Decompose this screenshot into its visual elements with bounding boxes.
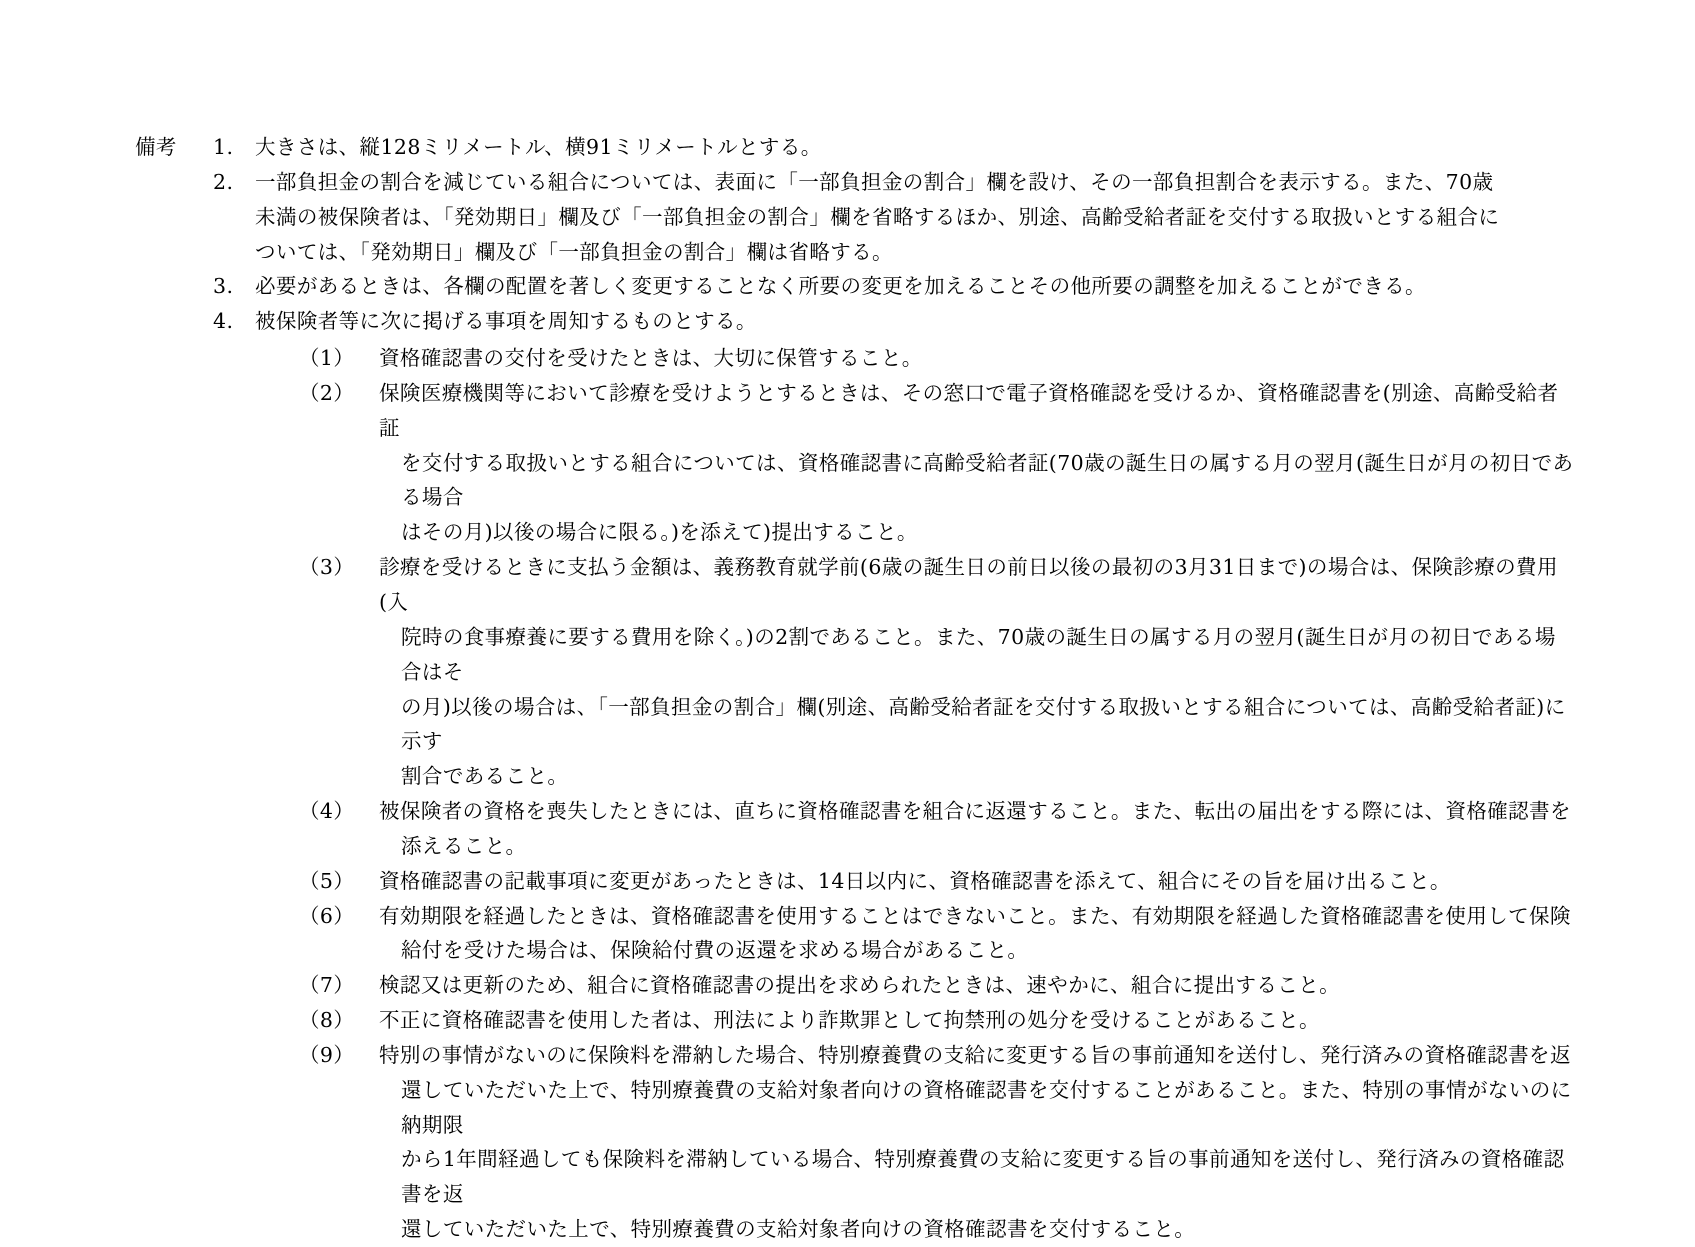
sub-item-line: の月)以後の場合は、「一部負担金の割合」欄(別途、高齢受給者証を交付する取扱いとする組合については、高齢受給者証)に示す [401, 694, 1566, 754]
sub-list-item [299, 899, 1575, 969]
sub-list-item [299, 968, 1575, 1003]
sub-item-number: （1） [299, 346, 355, 371]
sub-list-item [299, 341, 1575, 376]
sub-item-text [379, 1003, 1575, 1038]
sub-item-number: （2） [299, 380, 355, 405]
sub-item-number: （4） [299, 799, 355, 824]
sub-item-line: から1年間経過しても保険料を滞納している場合、特別療養費の支給に変更する旨の事前通知を送付し、発行済みの資格確認書を返 [401, 1147, 1565, 1207]
sub-item-line: 給付を受けた場合は、保険給付費の返還を求める場合があること。 [401, 938, 1029, 963]
sub-list-item [299, 794, 1575, 864]
sub-list-item [299, 864, 1575, 899]
sub-item-line: 特別の事情がないのに保険料を滞納した場合、特別療養費の支給に変更する旨の事前通知を送付し、発行済みの資格確認書を返 [379, 1042, 1571, 1067]
sub-item-line: 検認又は更新のため、組合に資格確認書の提出を求められたときは、速やかに、組合に提出すること。 [379, 973, 1341, 998]
sub-item-number: （7） [299, 973, 355, 998]
sub-item-text [379, 794, 1575, 864]
list-item [213, 269, 1575, 304]
list-item [213, 165, 1575, 270]
sub-item-text [379, 1038, 1575, 1247]
item-line: 必要があるときは、各欄の配置を著しく変更することなく所要の変更を加えることその他所要の調整を加えることができる。 [255, 274, 1426, 299]
sub-item-line: 有効期限を経過したときは、資格確認書を使用することはできないこと。また、有効期限を経過した資格確認書を使用して保険 [379, 903, 1571, 928]
item-number: 2. [213, 169, 234, 194]
sub-item-line: はその月)以後の場合に限る。)を添えて)提出すること。 [401, 520, 918, 545]
sub-item-line: 資格確認書の交付を受けたときは、大切に保管すること。 [379, 346, 923, 371]
sub-item-line: 添えること。 [401, 833, 527, 858]
sub-list-item [299, 1038, 1575, 1247]
sub-item-line: 還していただいた上で、特別療養費の支給対象者向けの資格確認書を交付することがあること。また、特別の事情がないのに納期限 [401, 1077, 1572, 1137]
item-number: 3. [213, 274, 234, 299]
sub-item-text [379, 550, 1575, 794]
item-line: ついては、「発効期日」欄及び「一部負担金の割合」欄は省略する。 [255, 239, 893, 264]
sub-item-line: 還していただいた上で、特別療養費の支給対象者向けの資格確認書を交付すること。 [401, 1217, 1196, 1242]
sub-item-line: 診療を受けるときに支払う金額は、義務教育就学前(6歳の誕生日の前日以後の最初の3月31日まで)の場合は、保険診療の費用(入 [379, 555, 1558, 614]
sub-item-number: （6） [299, 903, 355, 928]
item-text [255, 165, 1575, 270]
item-text [255, 269, 1575, 304]
sub-list-item [299, 1003, 1575, 1038]
sub-list-item [299, 376, 1575, 550]
sub-item-line: を交付する取扱いとする組合については、資格確認書に高齢受給者証(70歳の誕生日の属する月の翌月(誕生日が月の初日である場合 [401, 450, 1574, 510]
sub-item-line: 資格確認書の記載事項に変更があったときは、14日以内に、資格確認書を添えて、組合にその旨を届け出ること。 [379, 868, 1451, 893]
remarks-body [213, 130, 1575, 1247]
sub-item-text [379, 376, 1575, 550]
sub-item-text [379, 864, 1575, 899]
sub-item-line: 割合であること。 [401, 764, 569, 789]
item-line: 一部負担金の割合を減じている組合については、表面に「一部負担金の割合」欄を設け、その一部負担割合を表示する。また、70歳 [255, 169, 1494, 194]
item-number: 1. [213, 135, 234, 159]
item-line: 未満の被保険者は、「発効期日」欄及び「一部負担金の割合」欄を省略するほか、別途、高齢受給者証を交付する取扱いとする組合に [255, 204, 1500, 229]
item-number: 4. [213, 309, 234, 334]
list-item [213, 304, 1575, 1247]
sub-item-line: 不正に資格確認書を使用した者は、刑法により詐欺罪として拘禁刑の処分を受けることがあること。 [379, 1008, 1320, 1033]
sub-item-line: 院時の食事療養に要する費用を除く。)の2割であること。また、70歳の誕生日の属する月の翌月(誕生日が月の初日である場合はそ [401, 624, 1556, 684]
sub-item-text [379, 968, 1575, 1003]
sub-item-text [379, 899, 1575, 969]
sub-item-number: （5） [299, 868, 355, 893]
sub-list-item [299, 550, 1575, 794]
remarks-row [135, 130, 1575, 1247]
sub-item-line: 被保険者の資格を喪失したときには、直ちに資格確認書を組合に返還すること。また、転出の届出をする際には、資格確認書を [379, 799, 1571, 824]
sub-item-list [299, 341, 1575, 1247]
sub-item-number: （9） [299, 1042, 355, 1067]
item-text [255, 130, 1575, 165]
sub-item-text [379, 341, 1575, 376]
sub-item-line: 保険医療機関等において診療を受けようとするときは、その窓口で電子資格確認を受けるか、資格確認書を(別途、高齢受給者証 [379, 380, 1559, 440]
item-line: 被保険者等に次に掲げる事項を周知するものとする。 [255, 309, 757, 334]
sub-item-number: （3） [299, 555, 355, 580]
item-line: 大きさは、縦128ミリメートル、横91ミリメートルとする。 [255, 135, 822, 159]
remarks-label: 備考 [135, 135, 177, 159]
item-text [255, 304, 1575, 1247]
sub-item-number: （8） [299, 1008, 355, 1033]
remarks-section [135, 130, 1575, 1247]
list-item [213, 130, 1575, 165]
